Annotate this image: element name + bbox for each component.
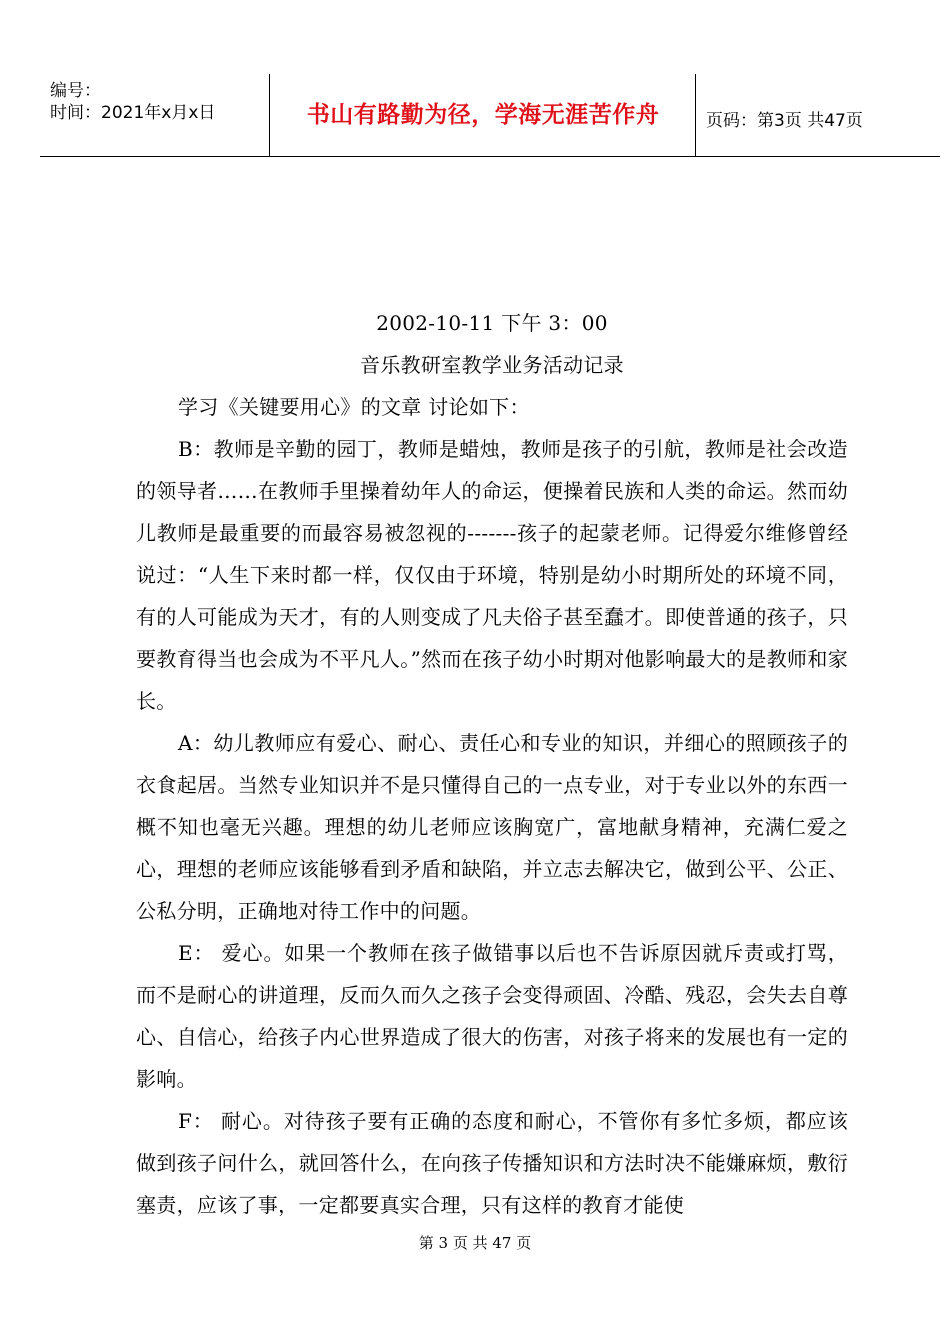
paragraph-b: B：教师是辛勤的园丁，教师是蜡烛，教师是孩子的引航，教师是社会改造的领导者……在教师手里操着幼年人的命运，便操着民族和人类的命运。然而幼儿教师是最重要的而最容易被忽视的-------孩子的起蒙老师。记得爱尔维修曾经说过：“人生下来时都一样，仅仅由于环境，特别是幼小时期所处的环境不同，有的人可能成为天才，有的人则变成了凡夫俗子甚至蠢才。即使普通的孩子，只要教育得当也会成为不平凡人。”然而在孩子幼小时期对他影响最大的是教师和家长。: [136, 437, 848, 713]
page-header: [40, 74, 940, 157]
record-title: 音乐教研室教学业务活动记录: [360, 353, 624, 377]
paragraph-f: F： 耐心。对待孩子要有正确的态度和耐心，不管你有多忙多烦，都应该做到孩子问什么，就回答什么，在向孩子传播知识和方法时决不能嫌麻烦，敷衍塞责，应该了事，一定都要真实合理，只有这样的教育才能使: [136, 1109, 848, 1217]
header-divider-right: [695, 74, 696, 156]
paragraph-a: A：幼儿教师应有爱心、耐心、责任心和专业的知识，并细心的照顾孩子的衣食起居。当然专业知识并不是只懂得自己的一点专业，对于专业以外的东西一概不知也毫无兴趣。理想的幼儿老师应该胸宽广，富地献身精神，充满仁爱之心，理想的老师应该能够看到矛盾和缺陷，并立志去解决它，做到公平、公正、公私分明，正确地对待工作中的问题。: [136, 731, 848, 923]
document-time-label: 时间：2021年x月x日: [50, 103, 216, 123]
record-datetime: 2002-10-11 下午 3：00: [376, 311, 608, 335]
page-footer: 第 3 页 共 47 页: [418, 1234, 532, 1252]
header-meta: [50, 80, 270, 124]
header-motto: 书山有路勤为径，学海无涯苦作舟: [306, 102, 660, 128]
paragraph-e: E： 爱心。如果一个教师在孩子做错事以后也不告诉原因就斥责或打骂，而不是耐心的讲道理，反而久而久之孩子会变得顽固、冷酷、残忍，会失去自尊心、自信心，给孩子内心世界造成了很大的伤害，对孩子将来的发展也有一定的影响。: [136, 941, 848, 1091]
header-page-info: 页码：第3页 共47页: [706, 111, 863, 131]
paragraph-intro: 学习《关键要用心》的文章 讨论如下：: [178, 395, 530, 419]
document-number-label: 编号：: [50, 81, 101, 101]
document-body: [136, 302, 848, 1226]
